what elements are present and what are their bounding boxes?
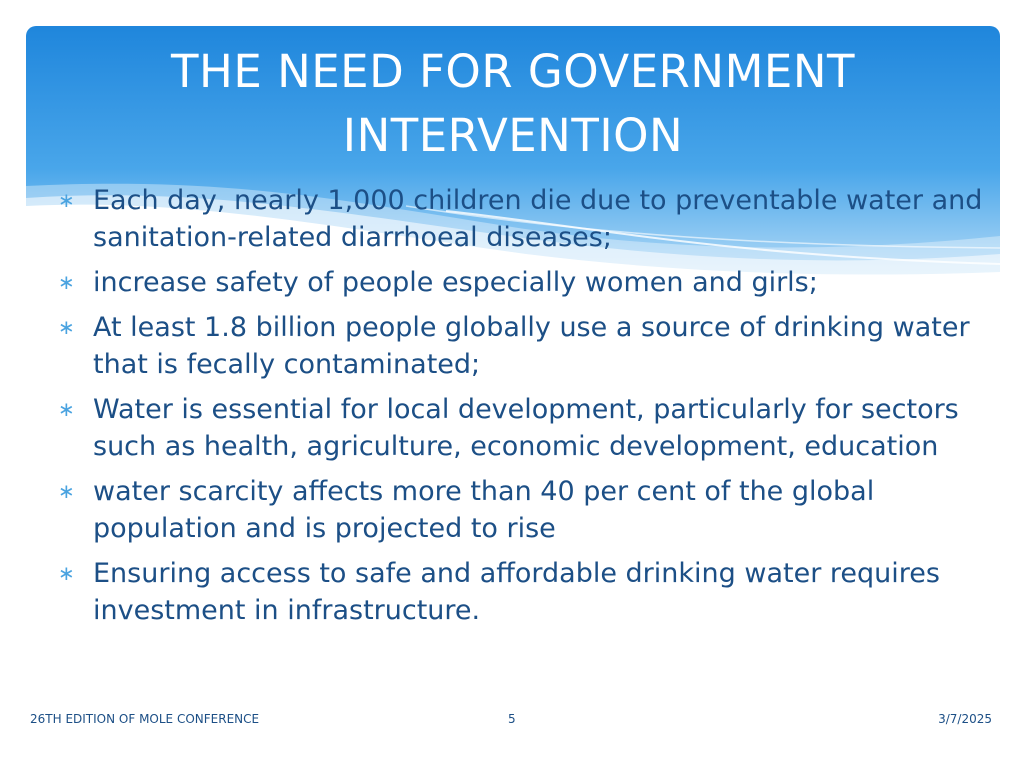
bullet-list [54,182,984,637]
bullet-item [54,473,984,547]
footer-page-number: 5 [508,712,516,726]
bullet-text: Ensuring access to safe and affordable drinking water requires investment in infrastructure. [93,558,940,626]
bullet-item [54,391,984,465]
asterisk-icon: ∗ [58,397,75,421]
asterisk-icon: ∗ [58,188,75,212]
bullet-text: Water is essential for local development, particularly for sectors such as health, agriculture, economic development, education [93,394,959,462]
bullet-item [54,555,984,629]
bullet-text: water scarcity affects more than 40 per cent of the global population and is projected to rise [93,476,875,544]
bullet-item [54,309,984,383]
bullet-text: Each day, nearly 1,000 children die due to preventable water and sanitation-related diarrhoeal diseases; [93,185,983,253]
footer-date: 3/7/2025 [938,712,992,726]
slide-title [26,40,1000,168]
title-line-2: INTERVENTION [342,109,684,162]
bullet-text: increase safety of people especially women and girls; [93,267,818,298]
bullet-item [54,264,984,301]
asterisk-icon: ∗ [58,479,75,503]
footer-conference-name: 26TH EDITION OF MOLE CONFERENCE [30,712,260,726]
bullet-item [54,182,984,256]
asterisk-icon: ∗ [58,270,75,294]
title-line-1: THE NEED FOR GOVERNMENT [171,45,855,98]
asterisk-icon: ∗ [58,315,75,339]
bullet-text: At least 1.8 billion people globally use a source of drinking water that is fecally contaminated; [93,312,970,380]
asterisk-icon: ∗ [58,561,75,585]
